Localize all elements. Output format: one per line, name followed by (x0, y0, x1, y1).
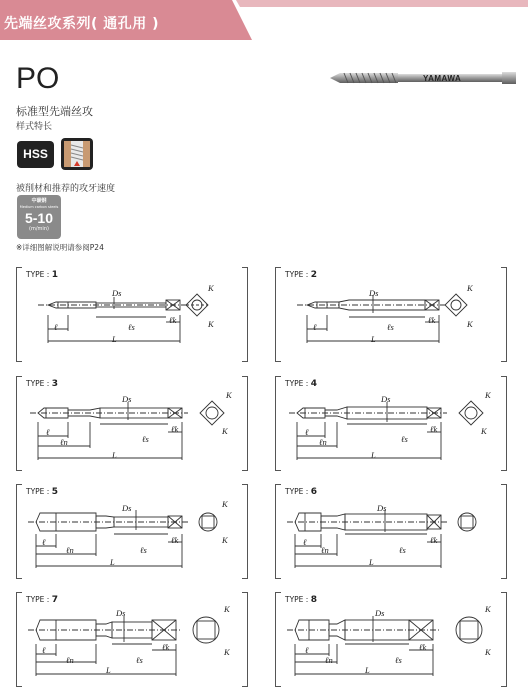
type-panel-7 (16, 592, 248, 685)
dim-ds: Ds (122, 503, 132, 513)
dim-L: L (112, 334, 117, 344)
dim-ls: ℓs (399, 545, 406, 555)
dim-lk: ℓk (171, 424, 179, 434)
header-banner (0, 0, 528, 40)
type-label: TYPE : 2 (285, 270, 317, 280)
tap-drawing-type-5 (16, 484, 248, 577)
dim-k-bottom: K (224, 647, 230, 657)
dim-lk: ℓk (419, 642, 427, 652)
dim-k-bottom: K (481, 426, 487, 436)
dim-ls: ℓs (140, 545, 147, 555)
dim-ds: Ds (381, 394, 391, 404)
type-panel-1 (16, 267, 248, 360)
speed-unit: (m/min) (29, 226, 49, 232)
cutting-speed-badge (17, 195, 61, 239)
dim-k-bottom: K (222, 535, 228, 545)
dim-lk: ℓk (171, 535, 179, 545)
dim-k-top: K (485, 604, 491, 614)
type-panel-3 (16, 376, 248, 469)
dim-l: ℓ (46, 427, 50, 437)
dim-k-top: K (222, 499, 228, 509)
dim-ln: ℓn (325, 655, 333, 665)
dim-l: ℓ (303, 537, 307, 547)
dim-ds: Ds (122, 394, 132, 404)
tap-drawing-type-4 (275, 376, 507, 469)
tap-drawing-type-3 (16, 376, 248, 469)
dim-ln: ℓn (321, 545, 329, 555)
dim-L: L (371, 334, 376, 344)
tap-drawing-type-8 (275, 592, 507, 685)
dim-ls: ℓs (401, 434, 408, 444)
tap-drawing-type-2 (275, 267, 507, 360)
dim-l: ℓ (313, 322, 317, 332)
type-panel-8 (275, 592, 507, 685)
dim-ds: Ds (375, 608, 385, 618)
dim-l: ℓ (42, 645, 46, 655)
speed-material-en: Medium carbon steels (19, 205, 59, 209)
type-panel-2 (275, 267, 507, 360)
tap-brand: YAMAWA (423, 74, 462, 83)
type-panel-5 (16, 484, 248, 577)
product-name: 标准型先端丝攻 (16, 105, 93, 118)
dim-ds: Ds (377, 503, 387, 513)
dim-ln: ℓn (66, 655, 74, 665)
dim-L: L (110, 557, 115, 567)
type-label: TYPE : 3 (26, 379, 58, 389)
dim-k-bottom: K (222, 426, 228, 436)
dim-l: ℓ (42, 537, 46, 547)
dim-l: ℓ (54, 322, 58, 332)
type-label: TYPE : 4 (285, 379, 317, 389)
dim-k-top: K (485, 390, 491, 400)
speed-value: 5-10 (24, 210, 54, 226)
dim-ls: ℓs (136, 655, 143, 665)
dim-ln: ℓn (319, 437, 327, 447)
dim-ls: ℓs (395, 655, 402, 665)
through-hole-icon (60, 137, 94, 171)
dim-k-top: K (208, 283, 214, 293)
dim-ds: Ds (369, 288, 379, 298)
speed-title: 被削材和推荐的攻牙速度 (16, 184, 116, 194)
dim-ls: ℓs (128, 322, 135, 332)
speed-material: 中碳钢 (31, 198, 47, 204)
dim-ds: Ds (112, 288, 122, 298)
dim-l: ℓ (305, 427, 309, 437)
dim-L: L (112, 450, 117, 460)
product-spec: 样式特长 (16, 122, 53, 132)
type-label: TYPE : 6 (285, 487, 317, 497)
tap-drawing-type-7 (16, 592, 248, 685)
dim-L: L (365, 665, 370, 675)
dim-L: L (369, 557, 374, 567)
dim-L: L (106, 665, 111, 675)
dim-ls: ℓs (142, 434, 149, 444)
dim-lk: ℓk (169, 315, 177, 325)
type-label: TYPE : 8 (285, 595, 317, 605)
type-panel-6 (275, 484, 507, 577)
dim-ln: ℓn (66, 545, 74, 555)
dim-k-top: K (224, 604, 230, 614)
dim-lk: ℓk (430, 424, 438, 434)
type-panel-4 (275, 376, 507, 469)
dim-lk: ℓk (162, 642, 170, 652)
dim-l: ℓ (305, 645, 309, 655)
type-label: TYPE : 1 (26, 270, 58, 280)
series-title: 先端丝攻系列( 通孔用 ) (4, 16, 160, 32)
dim-k-top: K (226, 390, 232, 400)
tap-drawing-type-1 (16, 267, 248, 360)
reference-note: ※详细图解说明请参阅P24 (16, 243, 104, 252)
dim-k-top: K (467, 283, 473, 293)
dim-k-bottom: K (208, 319, 214, 329)
tap-drawing-type-6 (275, 484, 507, 577)
type-label: TYPE : 7 (26, 595, 58, 605)
dim-ls: ℓs (387, 322, 394, 332)
product-code: PO (16, 62, 60, 95)
dim-lk: ℓk (428, 315, 436, 325)
dim-ds: Ds (116, 608, 126, 618)
dim-k-bottom: K (485, 647, 491, 657)
dim-lk: ℓk (430, 535, 438, 545)
dim-ln: ℓn (60, 437, 68, 447)
material-badge: HSS (17, 141, 54, 168)
type-label: TYPE : 5 (26, 487, 58, 497)
dim-k-bottom: K (467, 319, 473, 329)
dim-L: L (371, 450, 376, 460)
